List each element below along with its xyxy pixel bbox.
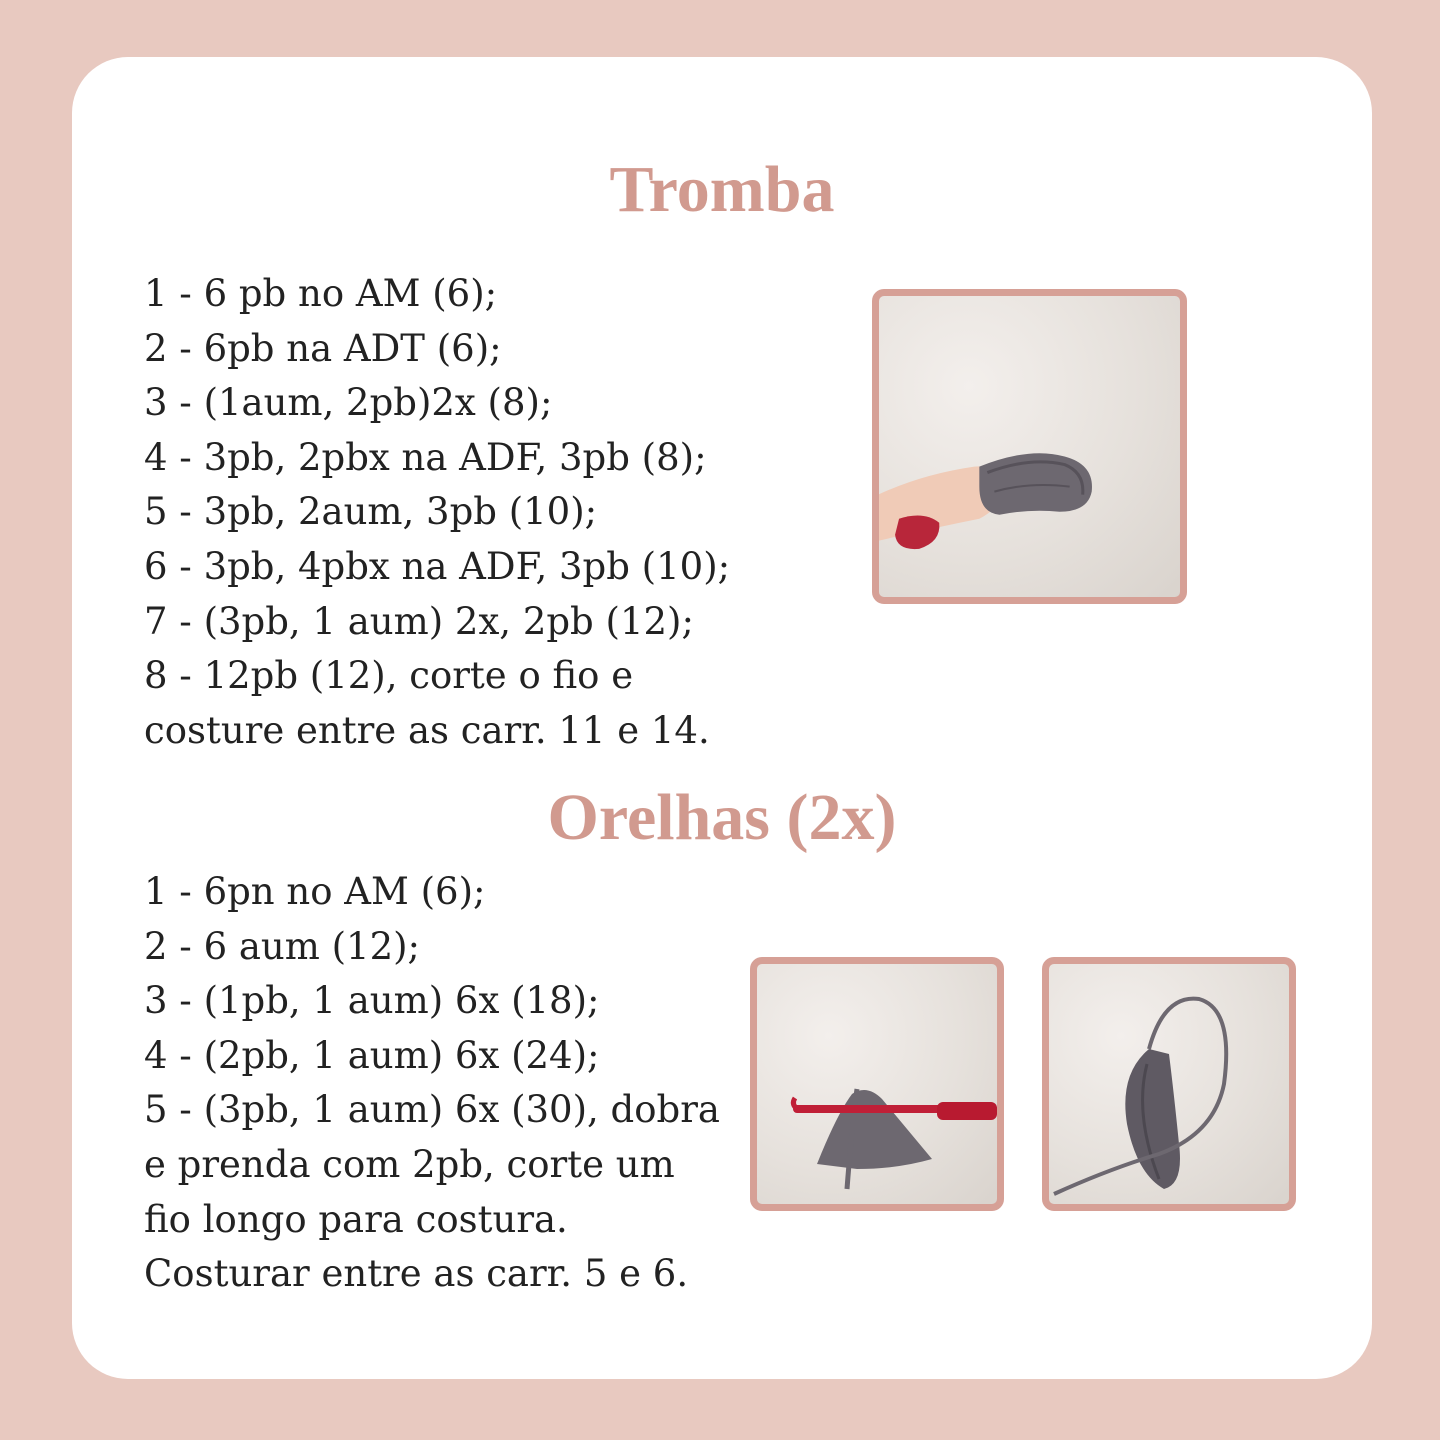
- tromba-steps: [144, 267, 730, 758]
- step-line: 4 - 3pb, 2pbx na ADF, 3pb (8);: [144, 435, 707, 479]
- step-line: costure entre as carr. 11 e 14.: [144, 708, 710, 752]
- section-title-orelhas: Orelhas (2x): [547, 781, 897, 854]
- step-line: 5 - (3pb, 1 aum) 6x (30), dobra: [144, 1088, 720, 1132]
- step-line: 7 - (3pb, 1 aum) 2x, 2pb (12);: [144, 599, 694, 643]
- pattern-card: [72, 57, 1372, 1379]
- step-line: 8 - 12pb (12), corte o fio e: [144, 654, 634, 698]
- step-line: 4 - (2pb, 1 aum) 6x (24);: [144, 1033, 600, 1077]
- step-line: 1 - 6 pb no AM (6);: [144, 272, 498, 315]
- step-line: e prenda com 2pb, corte um: [144, 1142, 675, 1186]
- step-line: 5 - 3pb, 2aum, 3pb (10);: [144, 490, 598, 534]
- step-line: 1 - 6pn no AM (6);: [144, 870, 486, 913]
- orelhas-steps: [144, 865, 720, 1302]
- step-line: 3 - (1pb, 1 aum) 6x (18);: [144, 979, 600, 1023]
- crochet-trunk-photo: [872, 289, 1187, 604]
- step-line: 2 - 6pb na ADT (6);: [144, 326, 502, 370]
- step-line: fio longo para costura.: [144, 1197, 568, 1241]
- crochet-ear-hook-photo: [750, 957, 1004, 1211]
- step-line: Costurar entre as carr. 5 e 6.: [144, 1252, 689, 1296]
- crochet-ear-folded-photo: [1042, 957, 1296, 1211]
- section-title-tromba: Tromba: [609, 153, 835, 226]
- step-line: 3 - (1aum, 2pb)2x (8);: [144, 381, 553, 425]
- step-line: 6 - 3pb, 4pbx na ADF, 3pb (10);: [144, 544, 731, 588]
- step-line: 2 - 6 aum (12);: [144, 924, 421, 968]
